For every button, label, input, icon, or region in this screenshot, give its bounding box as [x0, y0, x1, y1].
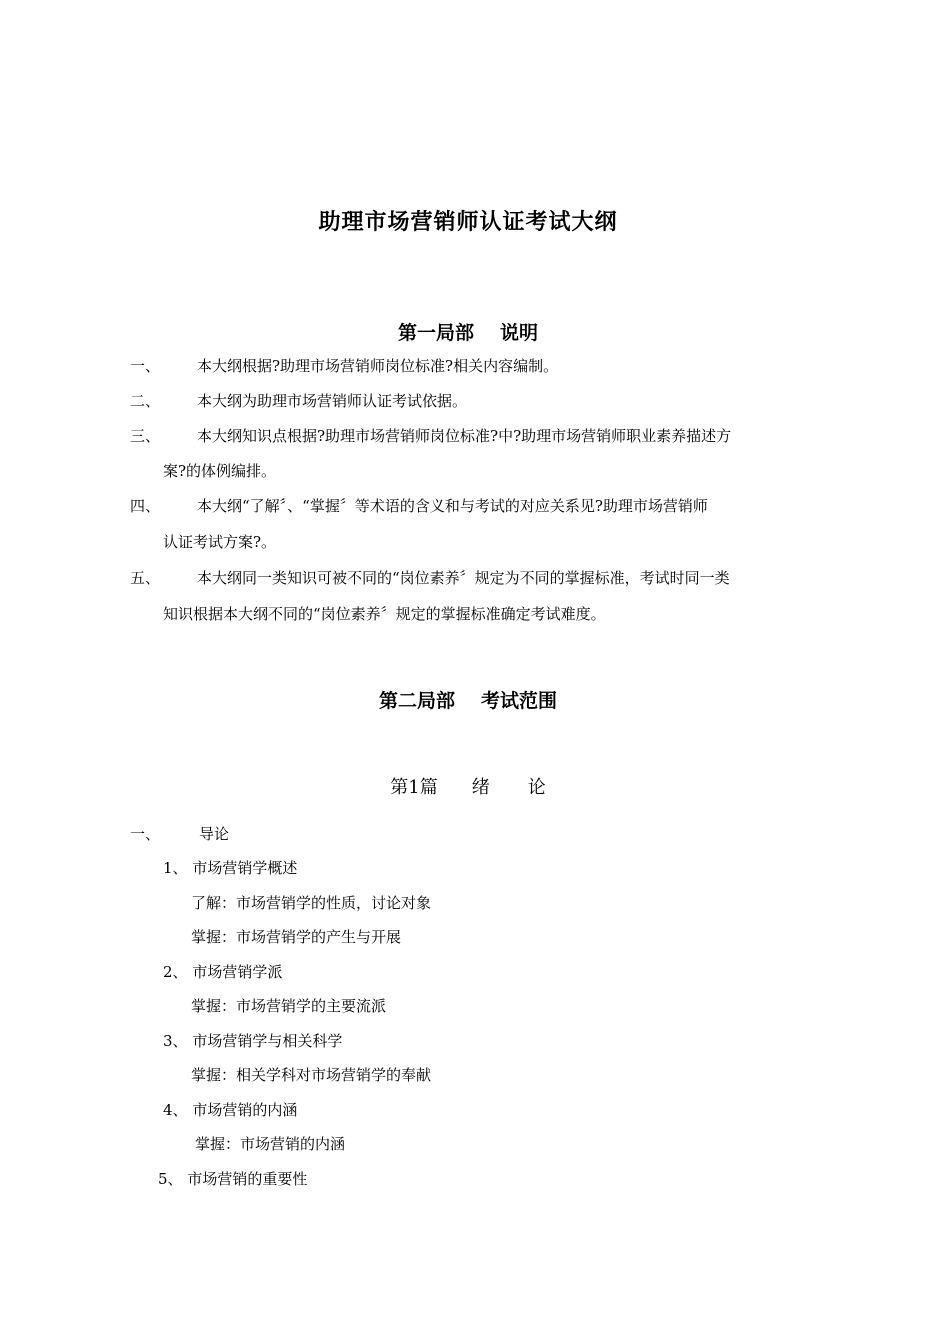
item-3-line-1: 本大纲知识点根据?助理市场营销师岗位标准?中?助理市场营销师职业素养描述方 — [197, 427, 732, 445]
subsection-3 — [163, 1031, 342, 1051]
item-5-number: 五、 — [130, 569, 161, 587]
item-1-number: 一、 — [130, 357, 161, 375]
item-2-line-1: 本大纲为助理市场营销师认证考试依据。 — [197, 392, 468, 410]
part1-label: 第一局部 — [397, 322, 474, 344]
document-title: 助理市场营销师认证考试大纲 — [318, 210, 618, 235]
knowledge-line: 掌握：相关学科对市场营销学的奉献 — [191, 1066, 432, 1084]
part2-label: 第二局部 — [378, 690, 455, 712]
subsection-3-title: 市场营销学与相关科学 — [192, 1032, 343, 1050]
item-4-line-1: 本大纲“了解〞、“掌握〞等术语的含义和与考试的对应关系见?助理市场营销师 — [197, 497, 708, 515]
subsection-4-number: 4、 — [163, 1101, 188, 1119]
subsection-1-number: 1、 — [163, 859, 188, 877]
subsection-1-title: 市场营销学概述 — [192, 859, 298, 877]
item-2-number: 二、 — [130, 392, 161, 410]
item-4-line-2: 认证考试方案?。 — [163, 533, 277, 551]
section-1-title: 导论 — [199, 825, 230, 843]
subsection-5-number: 5、 — [158, 1170, 183, 1188]
chapter-heading — [0, 773, 936, 799]
section-1-number: 一、 — [130, 825, 161, 843]
subsection-5 — [158, 1169, 307, 1189]
knowledge-line: 了解：市场营销学的性质，讨论对象 — [191, 894, 432, 912]
subsection-5-title: 市场营销的重要性 — [187, 1170, 308, 1188]
chapter-char-1: 绪 — [471, 777, 490, 798]
knowledge-line: 掌握：市场营销学的产生与开展 — [191, 928, 402, 946]
subsection-4-title: 市场营销的内涵 — [192, 1101, 298, 1119]
item-5-line-2: 知识根据本大纲不同的“岗位素养〞规定的掌握标准确定考试难度。 — [163, 605, 606, 623]
item-1-line-1: 本大纲根据?助理市场营销师岗位标准?相关内容编制。 — [197, 357, 559, 375]
item-4-number: 四、 — [130, 497, 161, 515]
subsection-2 — [163, 962, 282, 982]
knowledge-line: 掌握：市场营销的内涵 — [195, 1135, 346, 1153]
item-3-number: 三、 — [130, 427, 161, 445]
subsection-1 — [163, 858, 297, 878]
chapter-char-2: 论 — [527, 777, 546, 798]
subsection-4 — [163, 1100, 297, 1120]
subsection-2-number: 2、 — [163, 963, 188, 981]
subsection-3-number: 3、 — [163, 1032, 188, 1050]
item-3-line-2: 案?的体例编排。 — [163, 462, 277, 480]
part1-heading — [0, 318, 936, 345]
subsection-2-title: 市场营销学派 — [192, 963, 283, 981]
chapter-label: 第1篇 — [390, 777, 438, 798]
part2-heading — [0, 686, 936, 713]
part2-name: 考试范围 — [481, 690, 558, 712]
part1-name: 说明 — [500, 322, 539, 344]
item-5-line-1: 本大纲同一类知识可被不同的“岗位素养〞规定为不同的掌握标准，考试时同一类 — [197, 569, 730, 587]
knowledge-line: 掌握：市场营销学的主要流派 — [191, 997, 387, 1015]
